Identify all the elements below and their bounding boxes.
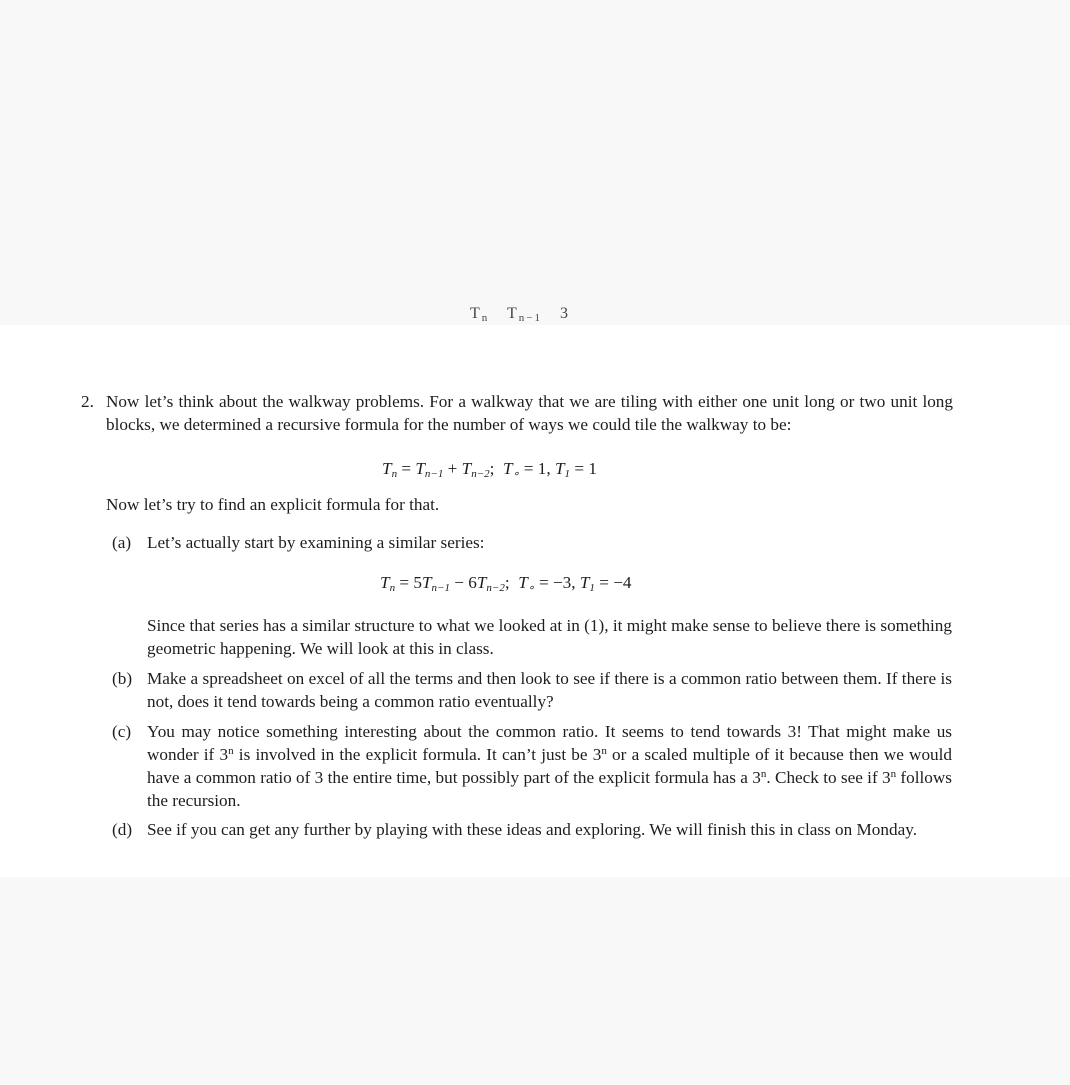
part-text: You may notice something interesting about the common ratio. It seems to tend towards 3! That might make us wonder if 3$^n$ is involved in the explicit formula. It can’t just be 3$^n$ or a scaled multiple of it because then we would have a common ratio of 3 the entire time, but possibly part of the explicit formula has a 3$^n$. Check to see if 3$^n$ follows the recursion. <box>147 722 953 810</box>
part-a-followup <box>112 614 952 660</box>
part-text: See if you can get any further by playing with these ideas and exploring. We will finish this in class on Monday. <box>147 820 917 839</box>
part-c <box>112 720 952 812</box>
part-text: Since that series has a similar structure to what we looked at in (1), it might make sense to believe there is something geometric happening. We will look at this in class. <box>147 616 952 658</box>
part-text: Make a spreadsheet on excel of all the terms and then look to see if there is a common ratio between them. If there is not, does it tend towards being a common ratio eventually? <box>147 669 952 711</box>
part-text: Let’s actually start by examining a similar series: <box>147 533 485 552</box>
part-d <box>112 818 952 841</box>
part-a <box>112 531 952 554</box>
part-label: (a) <box>112 533 132 552</box>
recursive-formula-similar-series: $T_n = 5T_{n-1} - 6T_{n-2}$; $T_\circ = -3$, $T_1 = -4$ <box>380 573 632 594</box>
cropped-equation-fragment: $T_n$ $T_{n-1}$ 3 <box>470 305 570 324</box>
problem-number: 2. <box>81 392 94 411</box>
recursive-formula-walkway: $T_n = T_{n-1} + T_{n-2}$; $T_\circ = 1$, $T_1 = 1$ <box>382 459 597 480</box>
part-label: (c) <box>112 722 132 741</box>
problem-intro-block <box>81 390 953 436</box>
problem-intro-text: Now let’s think about the walkway problems. For a walkway that we are tiling with either one unit long or two unit long blocks, we determined a recursive formula for the number of ways we could tile the walkway to be: <box>106 392 953 434</box>
part-b <box>112 667 952 713</box>
part-label: (b) <box>112 669 133 688</box>
followup-text: Now let’s try to find an explicit formula for that. <box>106 495 440 514</box>
part-label: (d) <box>112 820 133 839</box>
